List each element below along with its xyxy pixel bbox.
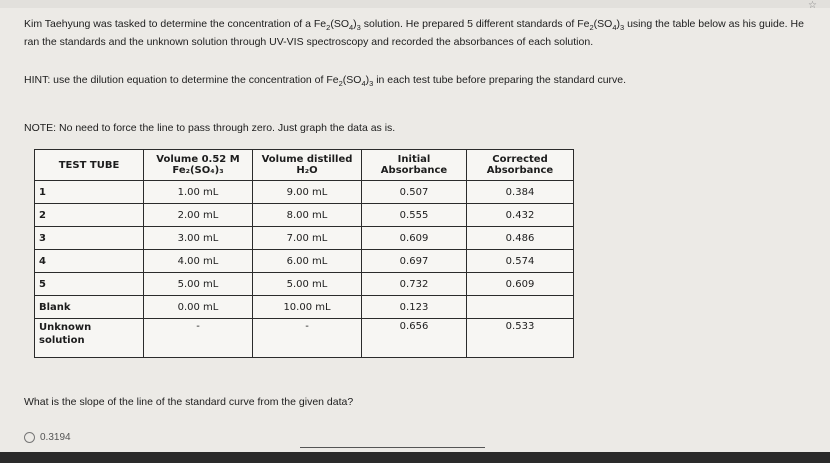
cell-corrected-absorbance (467, 296, 574, 319)
cell-test-tube: 2 (35, 204, 144, 227)
header-corrected-absorbance: Corrected Absorbance (467, 150, 574, 181)
cell-volume-water: 10.00 mL (253, 296, 362, 319)
cell-corrected-absorbance: 0.574 (467, 250, 574, 273)
answer-line (300, 447, 485, 448)
answer-label: 0.3194 (40, 432, 71, 444)
cell-test-tube: Blank (35, 296, 144, 319)
radio-button[interactable] (24, 432, 35, 443)
header-volume-fe: Volume 0.52 M Fe₂(SO₄)₃ (144, 150, 253, 181)
problem-statement: Kim Taehyung was tasked to determine the concentration of a $Fe_2(SO_4)_3$ solution. He prepared 5 different standards of $Fe_2(SO_4)_3$ using the table below as his guide. He ran the standards and the unknown solution through UV-VIS spectroscopy and recorded the absorbances of each solution. (24, 18, 804, 49)
table-row-blank (35, 296, 574, 319)
cell-volume-water: 5.00 mL (253, 273, 362, 296)
cell-volume-fe: 5.00 mL (144, 273, 253, 296)
cell-volume-water: 6.00 mL (253, 250, 362, 273)
table-header-row (35, 150, 574, 181)
cell-volume-water: 7.00 mL (253, 227, 362, 250)
note-text: NOTE: No need to force the line to pass through zero. Just graph the data as is. (24, 122, 396, 134)
cell-volume-water: - (253, 319, 362, 358)
cell-volume-fe: 1.00 mL (144, 181, 253, 204)
cell-volume-fe: 0.00 mL (144, 296, 253, 319)
star-icon[interactable]: ☆ (808, 0, 817, 11)
table-row (35, 273, 574, 296)
cell-test-tube: 5 (35, 273, 144, 296)
cell-initial-absorbance: 0.656 (362, 319, 467, 358)
cell-test-tube: 3 (35, 227, 144, 250)
cell-initial-absorbance: 0.507 (362, 181, 467, 204)
top-bar (0, 0, 830, 8)
cell-corrected-absorbance: 0.432 (467, 204, 574, 227)
cell-volume-water: 8.00 mL (253, 204, 362, 227)
cell-initial-absorbance: 0.123 (362, 296, 467, 319)
cell-corrected-absorbance: 0.486 (467, 227, 574, 250)
question-text: What is the slope of the line of the standard curve from the given data? (24, 396, 354, 408)
cell-volume-fe: 3.00 mL (144, 227, 253, 250)
cell-test-tube: 4 (35, 250, 144, 273)
cell-initial-absorbance: 0.697 (362, 250, 467, 273)
cell-volume-fe: 2.00 mL (144, 204, 253, 227)
cell-initial-absorbance: 0.555 (362, 204, 467, 227)
cell-corrected-absorbance: 0.609 (467, 273, 574, 296)
hint-text: HINT: use the dilution equation to determine the concentration of $Fe_2(SO_4)_3$ in each test tube before preparing the standard curve. (24, 74, 627, 89)
standards-table (34, 149, 574, 358)
table-row (35, 181, 574, 204)
cell-test-tube: Unknown solution (35, 319, 144, 358)
table-row (35, 204, 574, 227)
answer-option[interactable] (24, 432, 71, 443)
cell-initial-absorbance: 0.609 (362, 227, 467, 250)
cell-corrected-absorbance: 0.384 (467, 181, 574, 204)
header-initial-absorbance: Initial Absorbance (362, 150, 467, 181)
cell-volume-fe: - (144, 319, 253, 358)
header-test-tube: TEST TUBE (35, 150, 144, 181)
cell-test-tube: 1 (35, 181, 144, 204)
bottom-bar (0, 452, 830, 463)
cell-corrected-absorbance: 0.533 (467, 319, 574, 358)
cell-volume-fe: 4.00 mL (144, 250, 253, 273)
header-volume-water: Volume distilled H₂O (253, 150, 362, 181)
table-row-unknown (35, 319, 574, 358)
table-row (35, 250, 574, 273)
table-row (35, 227, 574, 250)
cell-volume-water: 9.00 mL (253, 181, 362, 204)
cell-initial-absorbance: 0.732 (362, 273, 467, 296)
